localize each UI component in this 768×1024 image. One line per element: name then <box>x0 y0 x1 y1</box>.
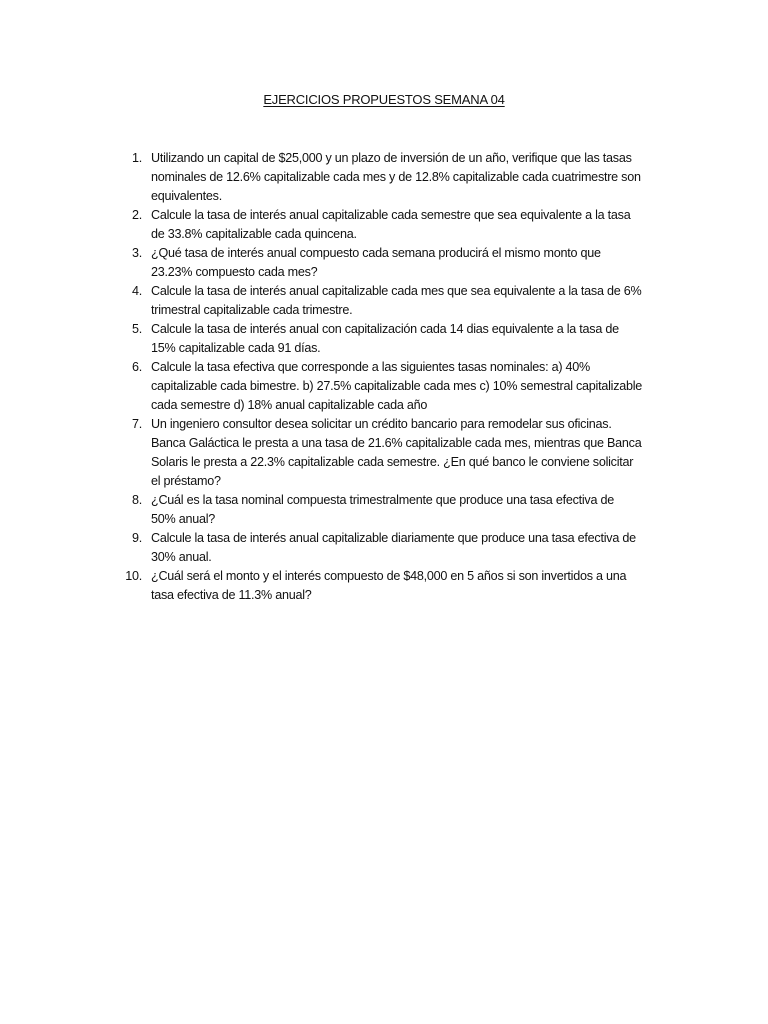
exercise-text <box>151 244 666 282</box>
exercise-line: 30% anual. <box>151 550 212 564</box>
exercise-number: 4. <box>131 284 142 298</box>
exercise-line: capitalizable cada bimestre. b) 27.5% capitalizable cada mes c) 10% semestral capitalizable <box>151 379 643 393</box>
page-title: EJERCICIOS PROPUESTOS SEMANA 04 <box>263 92 505 107</box>
exercise-number: 1. <box>131 151 142 165</box>
exercise-line: Utilizando un capital de $25,000 y un plazo de inversión de un año, verifique que las tasas <box>151 151 632 165</box>
exercise-line: Calcule la tasa de interés anual con capitalización cada 14 dias equivalente a la tasa de <box>151 322 619 336</box>
exercise-line: Calcule la tasa de interés anual capitalizable cada mes que sea equivalente a la tasa de 6% <box>151 284 642 298</box>
exercise-line: 15% capitalizable cada 91 días. <box>151 341 321 355</box>
exercise-number: 3. <box>131 246 142 260</box>
exercise-item <box>118 320 666 358</box>
exercise-text <box>151 320 666 358</box>
exercise-line: 23.23% compuesto cada mes? <box>151 265 318 279</box>
exercise-item <box>118 358 666 415</box>
exercise-item <box>118 415 666 491</box>
exercise-number: 8. <box>131 493 142 507</box>
exercise-line: ¿Qué tasa de interés anual compuesto cada semana producirá el mismo monto que <box>151 246 601 260</box>
exercise-number: 7. <box>131 417 142 431</box>
exercise-line: Calcule la tasa de interés anual capitalizable cada semestre que sea equivalente a la tasa <box>151 208 631 222</box>
exercise-list <box>118 149 666 605</box>
exercise-line: de 33.8% capitalizable cada quincena. <box>151 227 357 241</box>
exercise-item <box>118 529 666 567</box>
exercise-text <box>151 358 666 415</box>
exercise-text <box>151 149 666 206</box>
exercise-text <box>151 206 666 244</box>
exercise-text <box>151 529 666 567</box>
exercise-line: Calcule la tasa de interés anual capitalizable diariamente que produce una tasa efectiva de <box>151 531 636 545</box>
exercise-text <box>151 282 666 320</box>
exercise-number: 2. <box>131 208 142 222</box>
exercise-text <box>151 567 666 605</box>
exercise-item <box>118 206 666 244</box>
exercise-text <box>151 491 666 529</box>
exercise-item <box>118 567 666 605</box>
exercise-line: cada semestre d) 18% anual capitalizable cada año <box>151 398 428 412</box>
exercise-line: Banca Galáctica le presta a una tasa de 21.6% capitalizable cada mes, mientras que Banca <box>151 436 642 450</box>
exercise-line: el préstamo? <box>151 474 221 488</box>
exercise-text <box>151 415 666 491</box>
exercise-item <box>118 149 666 206</box>
exercise-number: 5. <box>131 322 142 336</box>
exercise-number: 10. <box>125 569 142 583</box>
exercise-line: 50% anual? <box>151 512 216 526</box>
exercise-line: equivalentes. <box>151 189 222 203</box>
exercise-line: nominales de 12.6% capitalizable cada mes y de 12.8% capitalizable cada cuatrimestre son <box>151 170 641 184</box>
exercise-number: 6. <box>131 360 142 374</box>
exercise-item <box>118 282 666 320</box>
exercise-line: Calcule la tasa efectiva que corresponde a las siguientes tasas nominales: a) 40% <box>151 360 590 374</box>
exercise-line: tasa efectiva de 11.3% anual? <box>151 588 312 602</box>
exercise-number: 9. <box>131 531 142 545</box>
exercise-line: Un ingeniero consultor desea solicitar un crédito bancario para remodelar sus oficinas. <box>151 417 612 431</box>
exercise-line: ¿Cuál es la tasa nominal compuesta trimestralmente que produce una tasa efectiva de <box>151 493 614 507</box>
exercise-line: ¿Cuál será el monto y el interés compuesto de $48,000 en 5 años si son invertidos a una <box>151 569 627 583</box>
exercise-item <box>118 491 666 529</box>
exercise-item <box>118 244 666 282</box>
exercise-line: trimestral capitalizable cada trimestre. <box>151 303 353 317</box>
exercise-line: Solaris le presta a 22.3% capitalizable cada semestre. ¿En qué banco le conviene solicitar <box>151 455 634 469</box>
